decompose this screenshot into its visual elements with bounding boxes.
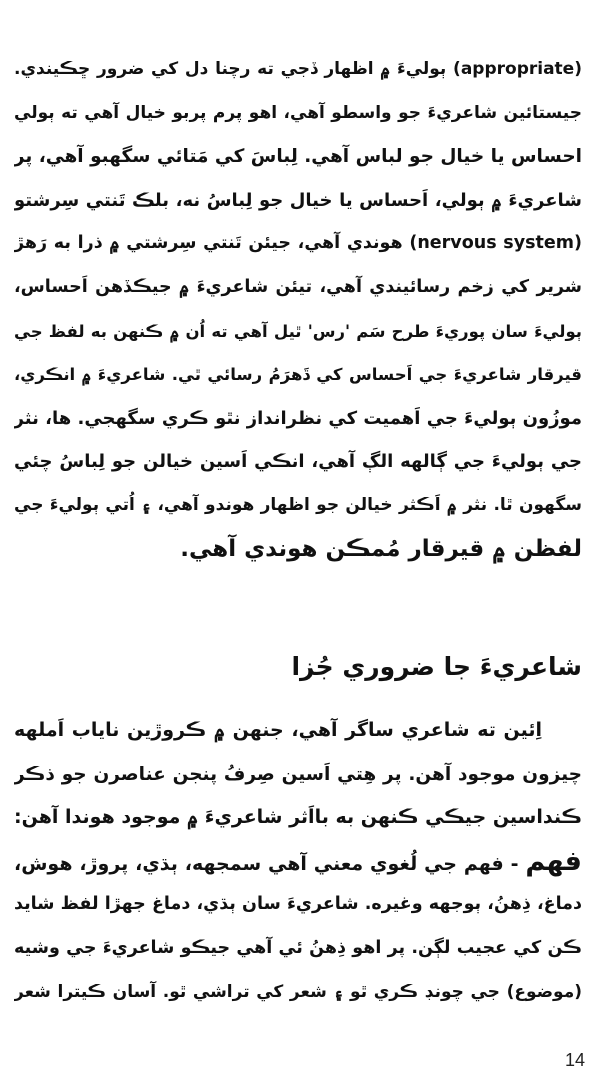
text-line: ٻوليءَ سان پوريءَ طرح سَم 'رس' ٿيل آهي ته اُن ۾ ڪنهن به لفظ جي — [14, 321, 582, 341]
text-line: (موضوع) جي چونڊ ڪري ٿو ۽ شعر کي تراشي ٿو. آسان ڪيترا شعر — [14, 981, 582, 1002]
paragraph-2 — [14, 709, 582, 1014]
text-line: دماغ، ذِهنُ، ٻوجهه وغيره. شاعريءَ سان ٻڌي، دماغ جهڙا لفظ شايد — [14, 894, 582, 915]
paragraph-1 — [14, 48, 582, 571]
page-number: 14 — [565, 1050, 586, 1070]
text-line: احساس يا خيال جو لباس آهي. لِباسَ کي مَتائي سگهبو آهي، پر — [14, 146, 582, 168]
text-line: جيستائين شاعريءَ جو واسطو آهي، اهو پرم پربو خيال آهي ته ٻولي — [14, 102, 582, 123]
term-definition: - فهم جي لُغوي معني آهي سمجهه، ٻڌي، پروڙ، هوش، — [14, 852, 526, 875]
text-line: ڪن کي عجيب لڳن. پر اهو ذِهنُ ئي آهي جيڪو شاعريءَ جي وشيه — [14, 937, 582, 958]
text-line: موزُون ٻوليءَ جي اَهميت کي نظرانداز نٿو ڪري سگهجي. ها، نثر — [14, 407, 582, 429]
text-line: ڪنداسين جيڪي ڪنهن به بااَثر شاعريءَ ۾ موجود هوندا آهن: — [14, 806, 582, 829]
text-line: (nervous system) هوندي آهي، جيئن تَنتي سِرشتي ۾ ذرا به رَهڙ — [14, 233, 582, 254]
text-line: سگهون ٿا. نثر ۾ اَڪثر خيالن جو اظهار هوندو آهي، ۽ اُتي ٻوليءَ جي — [14, 494, 582, 515]
text-line: شاعريءَ ۾ ٻولي، اَحساس يا خيال جو لِباسُ نه، بلڪ تَنتي سِرشتو — [14, 189, 582, 211]
text-line: لفظن ۾ قيرقار مُمڪن هوندي آهي. — [180, 535, 582, 562]
text-line: شرير کي زخم رسائيندي آهي، تيئن شاعريءَ ۾ جيڪڏهن اَحساس، — [14, 276, 582, 297]
text-line: قيرقار شاعريءَ جي اَحساس کي ڌَهرَمُ رسائي ٿي. شاعريءَ ۾ انڪري، — [14, 365, 582, 385]
text-line: (appropriate) ٻوليءَ ۾ اظهار ڏجي ته رچنا دل کي ضرور ڇڪيندي. — [14, 59, 582, 79]
term-line — [14, 840, 582, 884]
section-heading: شاعريءَ جا ضروري جُزا — [291, 652, 582, 681]
term-word: فهم — [525, 845, 582, 877]
text-line: جي ٻوليءَ جي ڳالهه الڳ آهي، انڪي اَسين خيالن جو لِباسُ چئي — [14, 451, 582, 473]
text-line: اِئين ته شاعري ساگر آهي، جنهن ۾ ڪروڙين ناياب اَملهه — [14, 719, 542, 741]
text-line: چيزون موجود آهن. پر هِتي اَسين صِرفُ پنجن عناصرن جو ذڪر — [14, 763, 582, 785]
